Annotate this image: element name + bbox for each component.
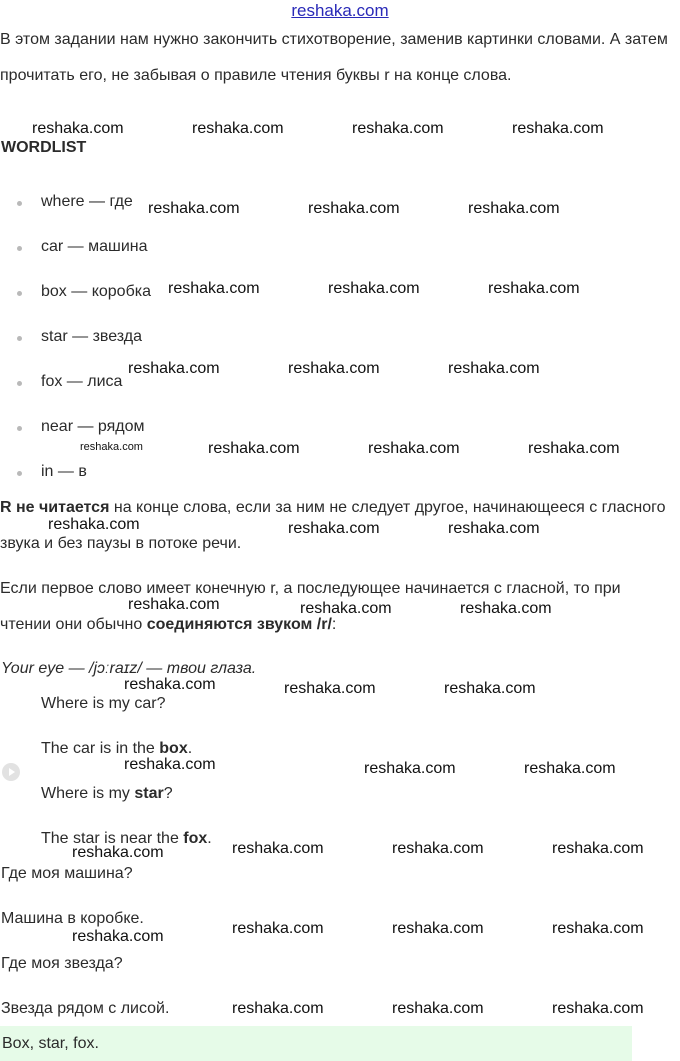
watermark: reshaka.com [148,200,240,217]
poem-line-1: Where is my car? [41,695,166,712]
watermark: reshaka.com [232,840,324,857]
wordlist-item: in — в [41,463,87,480]
watermark: reshaka.com [488,280,580,297]
watermark: reshaka.com [128,596,220,613]
watermark: reshaka.com [552,920,644,937]
wordlist-item: fox — лиса [41,373,123,390]
watermark: reshaka.com [552,840,644,857]
watermark: reshaka.com [72,928,164,945]
intro-paragraph: В этом задании нам нужно закончить стихотворение, заменив картинки словами. А затем прочитать его, не забывая о правиле чтения буквы r на конце слова. [0,31,668,84]
watermark: reshaka.com [288,360,380,377]
bullet-icon [17,201,22,206]
poem-punct: . [187,740,193,757]
poem-line-3 [41,785,173,803]
watermark: reshaka.com [288,520,380,537]
watermark: reshaka.com [308,200,400,217]
rule-text: на конце слова, если за ним не следует другое, начинающееся с гласного звука и без паузы в потоке речи. [0,499,666,552]
watermark: reshaka.com [448,360,540,377]
watermark: reshaka.com [284,680,376,697]
watermark: reshaka.com [192,120,284,137]
poem-punct: ? [163,785,173,802]
watermark: reshaka.com [72,844,164,861]
poem-text: The car is in the [41,740,160,757]
watermark: reshaka.com [128,360,220,377]
watermark: reshaka.com [300,600,392,617]
watermark: reshaka.com [48,516,140,533]
watermark: reshaka.com [392,1000,484,1017]
watermark: reshaka.com [468,200,560,217]
poem-text: Where is my [41,785,135,802]
watermark: reshaka.com [364,760,456,777]
bullet-icon [17,336,22,341]
wordlist-item: near — рядом [41,418,145,435]
wordlist-item: star — звезда [41,328,142,345]
wordlist-item: where — где [41,193,133,210]
wordlist-item: box — коробка [41,283,151,300]
example-line: Your eye — /jɔːraɪz/ — твои глаза. [1,660,257,677]
watermark: reshaka.com [460,600,552,617]
bullet-icon [17,291,22,296]
answer-text: Box, star, fox. [2,1035,99,1052]
watermark: reshaka.com [168,280,260,297]
poem-punct: . [207,830,212,847]
watermark: reshaka.com [208,440,300,457]
watermark: reshaka.com [512,120,604,137]
translation-line: Где моя звезда? [1,955,123,972]
poem-answer: box [159,740,188,757]
rule2-bold: соединяются звуком /r/ [146,616,332,633]
watermark: reshaka.com [444,680,536,697]
watermark: reshaka.com [328,280,420,297]
watermark: reshaka.com [124,676,216,693]
play-icon[interactable] [2,763,20,781]
poem-text: The star is near the [41,830,184,847]
rule2-text: Если первое слово имеет конечную r, а последующее начинается с гласной, то при чтении они обычно [0,580,621,633]
wordlist-title: WORDLIST [1,139,87,156]
site-link[interactable]: reshaka.com [291,1,389,20]
bullet-icon [17,246,22,251]
poem-answer: star [134,785,164,802]
watermark: reshaka.com [392,840,484,857]
translation-line: Звезда рядом с лисой. [1,1000,170,1017]
watermark: reshaka.com [368,440,460,457]
watermark: reshaka.com [80,441,143,453]
watermark: reshaka.com [232,920,324,937]
watermark: reshaka.com [448,520,540,537]
watermark: reshaka.com [124,756,216,773]
watermark: reshaka.com [392,920,484,937]
bullet-icon [17,471,22,476]
rule2-end: : [331,616,337,633]
rule-bold: R не читается [0,499,110,516]
watermark: reshaka.com [32,120,124,137]
translation-line: Где моя машина? [1,865,133,882]
answer-box [0,1026,632,1061]
bullet-icon [17,426,22,431]
wordlist-item: car — машина [41,238,148,255]
bullet-icon [17,381,22,386]
watermark: reshaka.com [528,440,620,457]
translation-line: Машина в коробке. [1,910,144,927]
poem-answer: fox [183,830,208,847]
watermark: reshaka.com [524,760,616,777]
watermark: reshaka.com [552,1000,644,1017]
watermark: reshaka.com [232,1000,324,1017]
watermark: reshaka.com [352,120,444,137]
